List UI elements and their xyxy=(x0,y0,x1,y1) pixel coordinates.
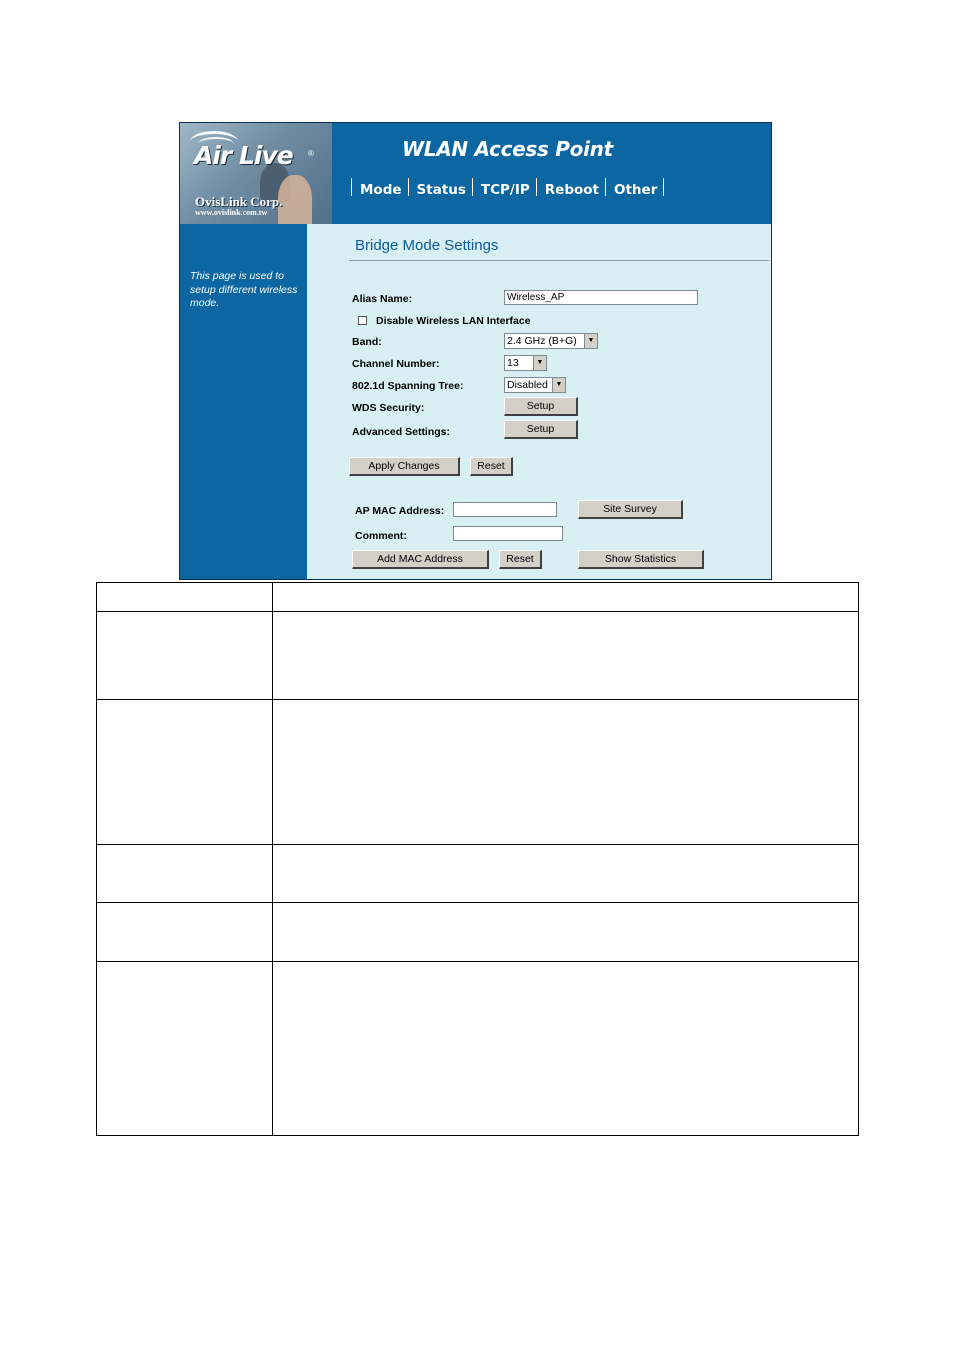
table-row xyxy=(97,612,859,700)
table-row xyxy=(97,583,859,612)
channel-number-select[interactable] xyxy=(504,355,547,371)
table-cell xyxy=(273,700,859,845)
disable-wlan-label: Disable Wireless LAN Interface xyxy=(376,315,531,327)
chevron-down-icon: ▼ xyxy=(533,356,546,370)
content-panel xyxy=(307,224,771,580)
band-select[interactable] xyxy=(504,333,598,349)
ap-mac-address-label: AP MAC Address: xyxy=(355,505,445,517)
nav-mode[interactable]: Mode xyxy=(352,178,409,196)
disable-wlan-checkbox[interactable] xyxy=(358,316,367,325)
table-cell xyxy=(273,845,859,903)
table-cell xyxy=(273,583,859,612)
page-title: Bridge Mode Settings xyxy=(355,237,499,254)
reset-button[interactable]: Reset xyxy=(470,457,513,476)
spanning-tree-select[interactable] xyxy=(504,377,566,393)
table-row xyxy=(97,700,859,845)
spanning-tree-value: Disabled xyxy=(507,379,548,391)
table-row xyxy=(97,962,859,1136)
site-survey-button[interactable]: Site Survey xyxy=(578,500,683,519)
advanced-settings-label: Advanced Settings: xyxy=(352,426,451,438)
table-cell xyxy=(97,612,273,700)
airlive-logo xyxy=(180,123,332,224)
logo-photo-child xyxy=(278,175,312,224)
table-cell xyxy=(97,845,273,903)
table-cell xyxy=(97,700,273,845)
table-cell xyxy=(97,583,273,612)
logo-brand-text: Air Live xyxy=(194,141,293,170)
channel-number-value: 13 xyxy=(507,357,519,369)
channel-number-label: Channel Number: xyxy=(352,358,440,370)
wds-security-setup-button[interactable]: Setup xyxy=(504,397,578,416)
sidebar-help-text: This page is used to setup different wireless mode. xyxy=(190,270,298,309)
table-cell xyxy=(97,962,273,1136)
nav-reboot[interactable]: Reboot xyxy=(537,178,606,196)
add-mac-address-button[interactable]: Add MAC Address xyxy=(352,550,489,569)
comment-label: Comment: xyxy=(355,530,407,542)
band-label: Band: xyxy=(352,336,382,348)
sidebar xyxy=(180,224,307,580)
advanced-settings-setup-button[interactable]: Setup xyxy=(504,420,578,439)
main-nav xyxy=(351,178,664,196)
nav-status[interactable]: Status xyxy=(409,178,473,196)
alias-name-label: Alias Name: xyxy=(352,293,413,305)
nav-other[interactable]: Other xyxy=(606,178,664,196)
chevron-down-icon: ▼ xyxy=(552,378,565,392)
logo-company: OvisLink Corp. xyxy=(195,194,283,209)
app-title: WLAN Access Point xyxy=(402,137,613,161)
alias-name-input[interactable]: Wireless_AP xyxy=(504,290,698,305)
table-cell xyxy=(97,903,273,962)
table-row xyxy=(97,903,859,962)
ap-web-ui-screenshot xyxy=(179,122,772,580)
apply-changes-button[interactable]: Apply Changes xyxy=(349,457,460,476)
band-select-value: 2.4 GHz (B+G) xyxy=(507,335,577,347)
table-cell xyxy=(273,962,859,1136)
title-divider xyxy=(349,260,769,261)
table-row xyxy=(97,845,859,903)
spanning-tree-label: 802.1d Spanning Tree: xyxy=(352,380,464,392)
logo-url: www.ovislink.com.tw xyxy=(195,208,268,217)
chevron-down-icon: ▼ xyxy=(584,334,597,348)
table-cell xyxy=(273,612,859,700)
nav-tcpip[interactable]: TCP/IP xyxy=(473,178,537,196)
comment-input[interactable] xyxy=(453,526,563,541)
mac-reset-button[interactable]: Reset xyxy=(499,550,542,569)
header-bar xyxy=(180,123,771,224)
ap-mac-address-input[interactable] xyxy=(453,502,557,517)
wds-security-label: WDS Security: xyxy=(352,402,425,414)
table-cell xyxy=(273,903,859,962)
show-statistics-button[interactable]: Show Statistics xyxy=(578,550,704,569)
logo-registered-mark: ® xyxy=(308,149,314,158)
description-table xyxy=(96,582,859,1136)
